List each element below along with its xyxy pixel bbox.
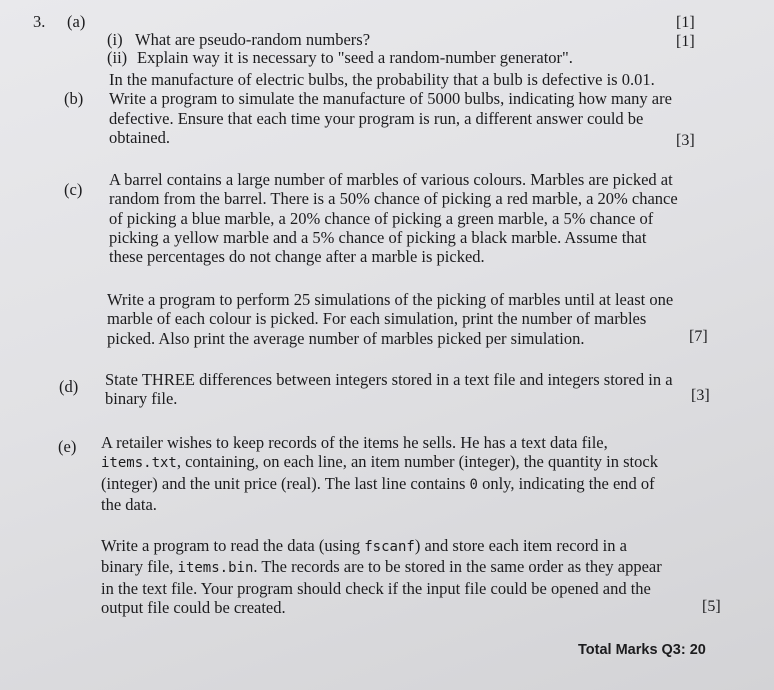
part-c-line: picking a yellow marble and a 5% chance of picking a black marble. Assume that [109,227,647,247]
part-a-i-text: What are pseudo-random numbers? [135,30,371,49]
question-number: 3. [33,12,46,31]
part-e-line: the data. [101,494,157,514]
part-b-line: In the manufacture of electric bulbs, the probability that a bulb is defective is 0.01. [109,70,655,89]
part-e-marks: [5] [702,598,721,615]
part-e-line: output file could be created. [101,597,286,617]
part-b-line: obtained. [109,127,170,147]
part-c-line: picked. Also print the average number of marbles picked per simulation. [107,328,585,348]
fscanf-code: fscanf [364,539,415,555]
part-c-line: marble of each colour is picked. For each simulation, print the number of marbles [107,309,647,329]
filename-code: items.bin [177,560,254,577]
zero-code: 0 [469,476,478,493]
part-c-line: random from the barrel. There is a 50% chance of picking a red marble, a 20% chance [109,189,678,209]
part-e-text-2 [101,536,721,617]
part-e-line: items.txt, containing, on each line, an item number (integer), the quantity in stock [101,452,658,472]
part-a-ii-text: Explain way it is necessary to "seed a random-number generator". [137,48,573,67]
part-b-marks: [3] [676,132,695,149]
part-c-line: these percentages do not change after a marble is picked. [109,247,485,267]
part-c-line: A barrel contains a large number of marbles of various colours. Marbles are picked at [109,170,673,189]
part-c-line: Write a program to perform 25 simulations of the picking of marbles until at least one [107,290,674,309]
part-e-line: binary file, items.bin. The records are to be stored in the same order as they appear [101,557,662,577]
part-b-line: defective. Ensure that each time your program is run, a different answer could be [109,108,644,128]
part-e-line: in the text file. Your program should check if the input file could be opened and the [101,578,651,598]
part-a-label: (a) [67,12,86,31]
part-d-text [105,370,725,409]
filename-code: items.txt [101,455,177,472]
part-b-line: Write a program to simulate the manufacture of 5000 bulbs, indicating how many are [109,89,672,109]
part-a-ii-marks: [1] [676,33,695,50]
part-a-ii-label: (ii) [107,48,128,67]
part-e-label: (e) [58,437,77,456]
part-e-line: Write a program to read the data (using fscanf) and store each item record in a [101,536,627,555]
part-c-line: of picking a blue marble, a 20% chance of picking a green marble, a 5% chance of [109,208,654,228]
part-a-i-marks: [1] [676,14,695,31]
part-c-label: (c) [64,180,83,199]
part-a-i-label: (i) [107,30,123,49]
part-d-line: binary file. [105,389,178,409]
total-marks: Total Marks Q3: 20 [578,642,706,658]
part-c-text-2 [107,290,727,348]
part-e-line: A retailer wishes to keep records of the items he sells. He has a text data file, [101,433,608,452]
part-e-text [101,433,721,514]
part-c-text [109,170,729,266]
part-d-label: (d) [59,377,79,396]
part-d-line: State THREE differences between integers stored in a text file and integers stored in a [105,370,673,389]
part-b-text [109,70,729,147]
part-b-label: (b) [64,89,84,108]
part-c-marks: [7] [689,328,708,345]
part-e-line: (integer) and the unit price (real). The last line contains 0 only, indicating the end of [101,473,655,493]
part-d-marks: [3] [691,387,710,404]
